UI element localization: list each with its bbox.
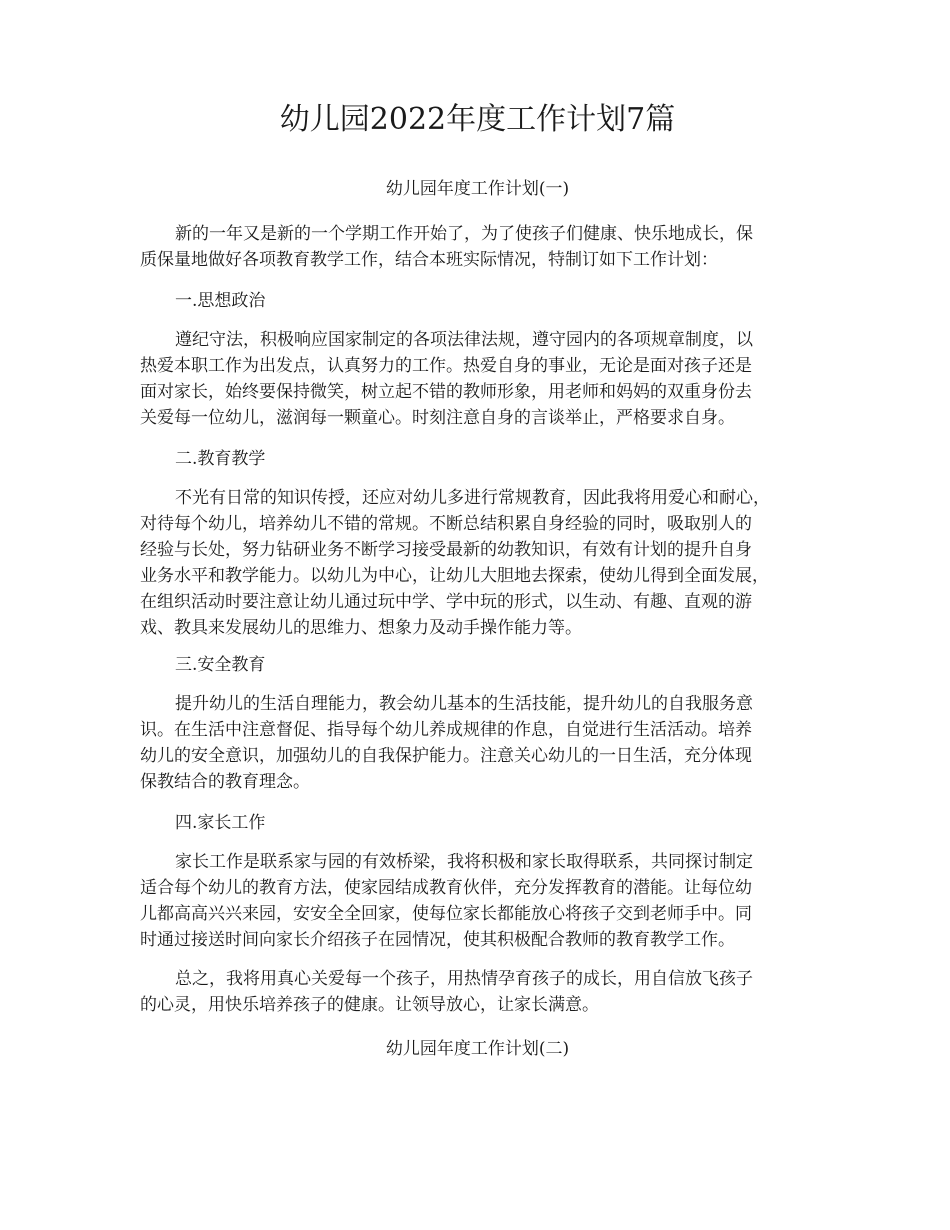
paragraph-line: 对待每个幼儿，培养幼儿不错的常规。不断总结积累自身经验的同时，吸取别人的 <box>140 514 752 534</box>
paragraph-line: 面对家长，始终要保持微笑，树立起不错的教师形象，用老师和妈妈的双重身份去 <box>140 382 752 402</box>
paragraph-line: 提升幼儿的生活自理能力，教会幼儿基本的生活技能，提升幼儿的自我服务意 <box>175 694 753 714</box>
paragraph-line: 适合每个幼儿的教育方法，使家园结成教育伙伴，充分发挥教育的潜能。让每位幼 <box>140 878 752 898</box>
paragraph-line: 关爱每一位幼儿，滋润每一颗童心。时刻注意自身的言谈举止，严格要求自身。 <box>140 408 735 428</box>
paragraph-safety <box>140 691 815 795</box>
paragraph-line: 不光有日常的知识传授，还应对幼儿多进行常规教育，因此我将用爱心和耐心， <box>175 488 770 508</box>
paragraph-line: 遵纪守法，积极响应国家制定的各项法律法规，遵守园内的各项规章制度，以 <box>175 330 753 350</box>
paragraph-parents <box>140 849 815 953</box>
paragraph-line: 家长工作是联系家与园的有效桥梁，我将积极和家长取得联系，共同探讨制定 <box>175 852 753 872</box>
paragraph-line: 在组织活动时要注意让幼儿通过玩中学、学中玩的形式，以生动、有趣、直观的游 <box>140 592 752 612</box>
paragraph-line: 保教结合的教育理念。 <box>140 772 310 792</box>
paragraph-line: 经验与长处，努力钻研业务不断学习接受最新的幼教知识，有效有计划的提升自身 <box>140 540 752 560</box>
paragraph-line: 儿都高高兴兴来园，安安全全回家，使每位家长都能放心将孩子交到老师手中。同 <box>140 904 752 924</box>
section-title-1: 幼儿园年度工作计划(一) <box>385 179 570 199</box>
paragraph-teaching <box>140 485 815 641</box>
paragraph-line: 热爱本职工作为出发点，认真努力的工作。热爱自身的事业，无论是面对孩子还是 <box>140 356 752 376</box>
paragraph-line: 的心灵，用快乐培养孩子的健康。让领导放心，让家长满意。 <box>140 995 599 1015</box>
paragraph-line: 总之，我将用真心关爱每一个孩子，用热情孕育孩子的成长，用自信放飞孩子 <box>175 969 753 989</box>
paragraph-politics <box>140 327 815 431</box>
section-title-2: 幼儿园年度工作计划(二) <box>385 1039 570 1059</box>
paragraph-line: 幼儿的安全意识，加强幼儿的自我保护能力。注意关心幼儿的一日生活，充分体现 <box>140 746 752 766</box>
paragraph-line: 时通过接送时间向家长介绍孩子在园情况，使其积极配合教师的教育教学工作。 <box>140 930 735 950</box>
paragraph-line: 质保量地做好各项教育教学工作，结合本班实际情况，特制订如下工作计划： <box>140 250 718 270</box>
heading-parents: 四.家长工作 <box>175 813 266 833</box>
heading-safety: 三.安全教育 <box>175 655 266 675</box>
paragraph-line: 新的一年又是新的一个学期工作开始了，为了使孩子们健康、快乐地成长，保 <box>175 224 753 244</box>
intro-paragraph <box>140 221 815 273</box>
heading-teaching: 二.教育教学 <box>175 449 266 469</box>
heading-politics: 一.思想政治 <box>175 291 266 311</box>
paragraph-line: 业务水平和教学能力。以幼儿为中心，让幼儿大胆地去探索，使幼儿得到全面发展， <box>140 566 769 586</box>
paragraph-line: 识。在生活中注意督促、指导每个幼儿养成规律的作息，自觉进行生活活动。培养 <box>140 720 752 740</box>
paragraph-line: 戏、教具来发展幼儿的思维力、想象力及动手操作能力等。 <box>140 618 582 638</box>
document-title: 幼儿园2022年度工作计划7篇 <box>279 102 676 137</box>
paragraph-summary <box>140 966 815 1018</box>
